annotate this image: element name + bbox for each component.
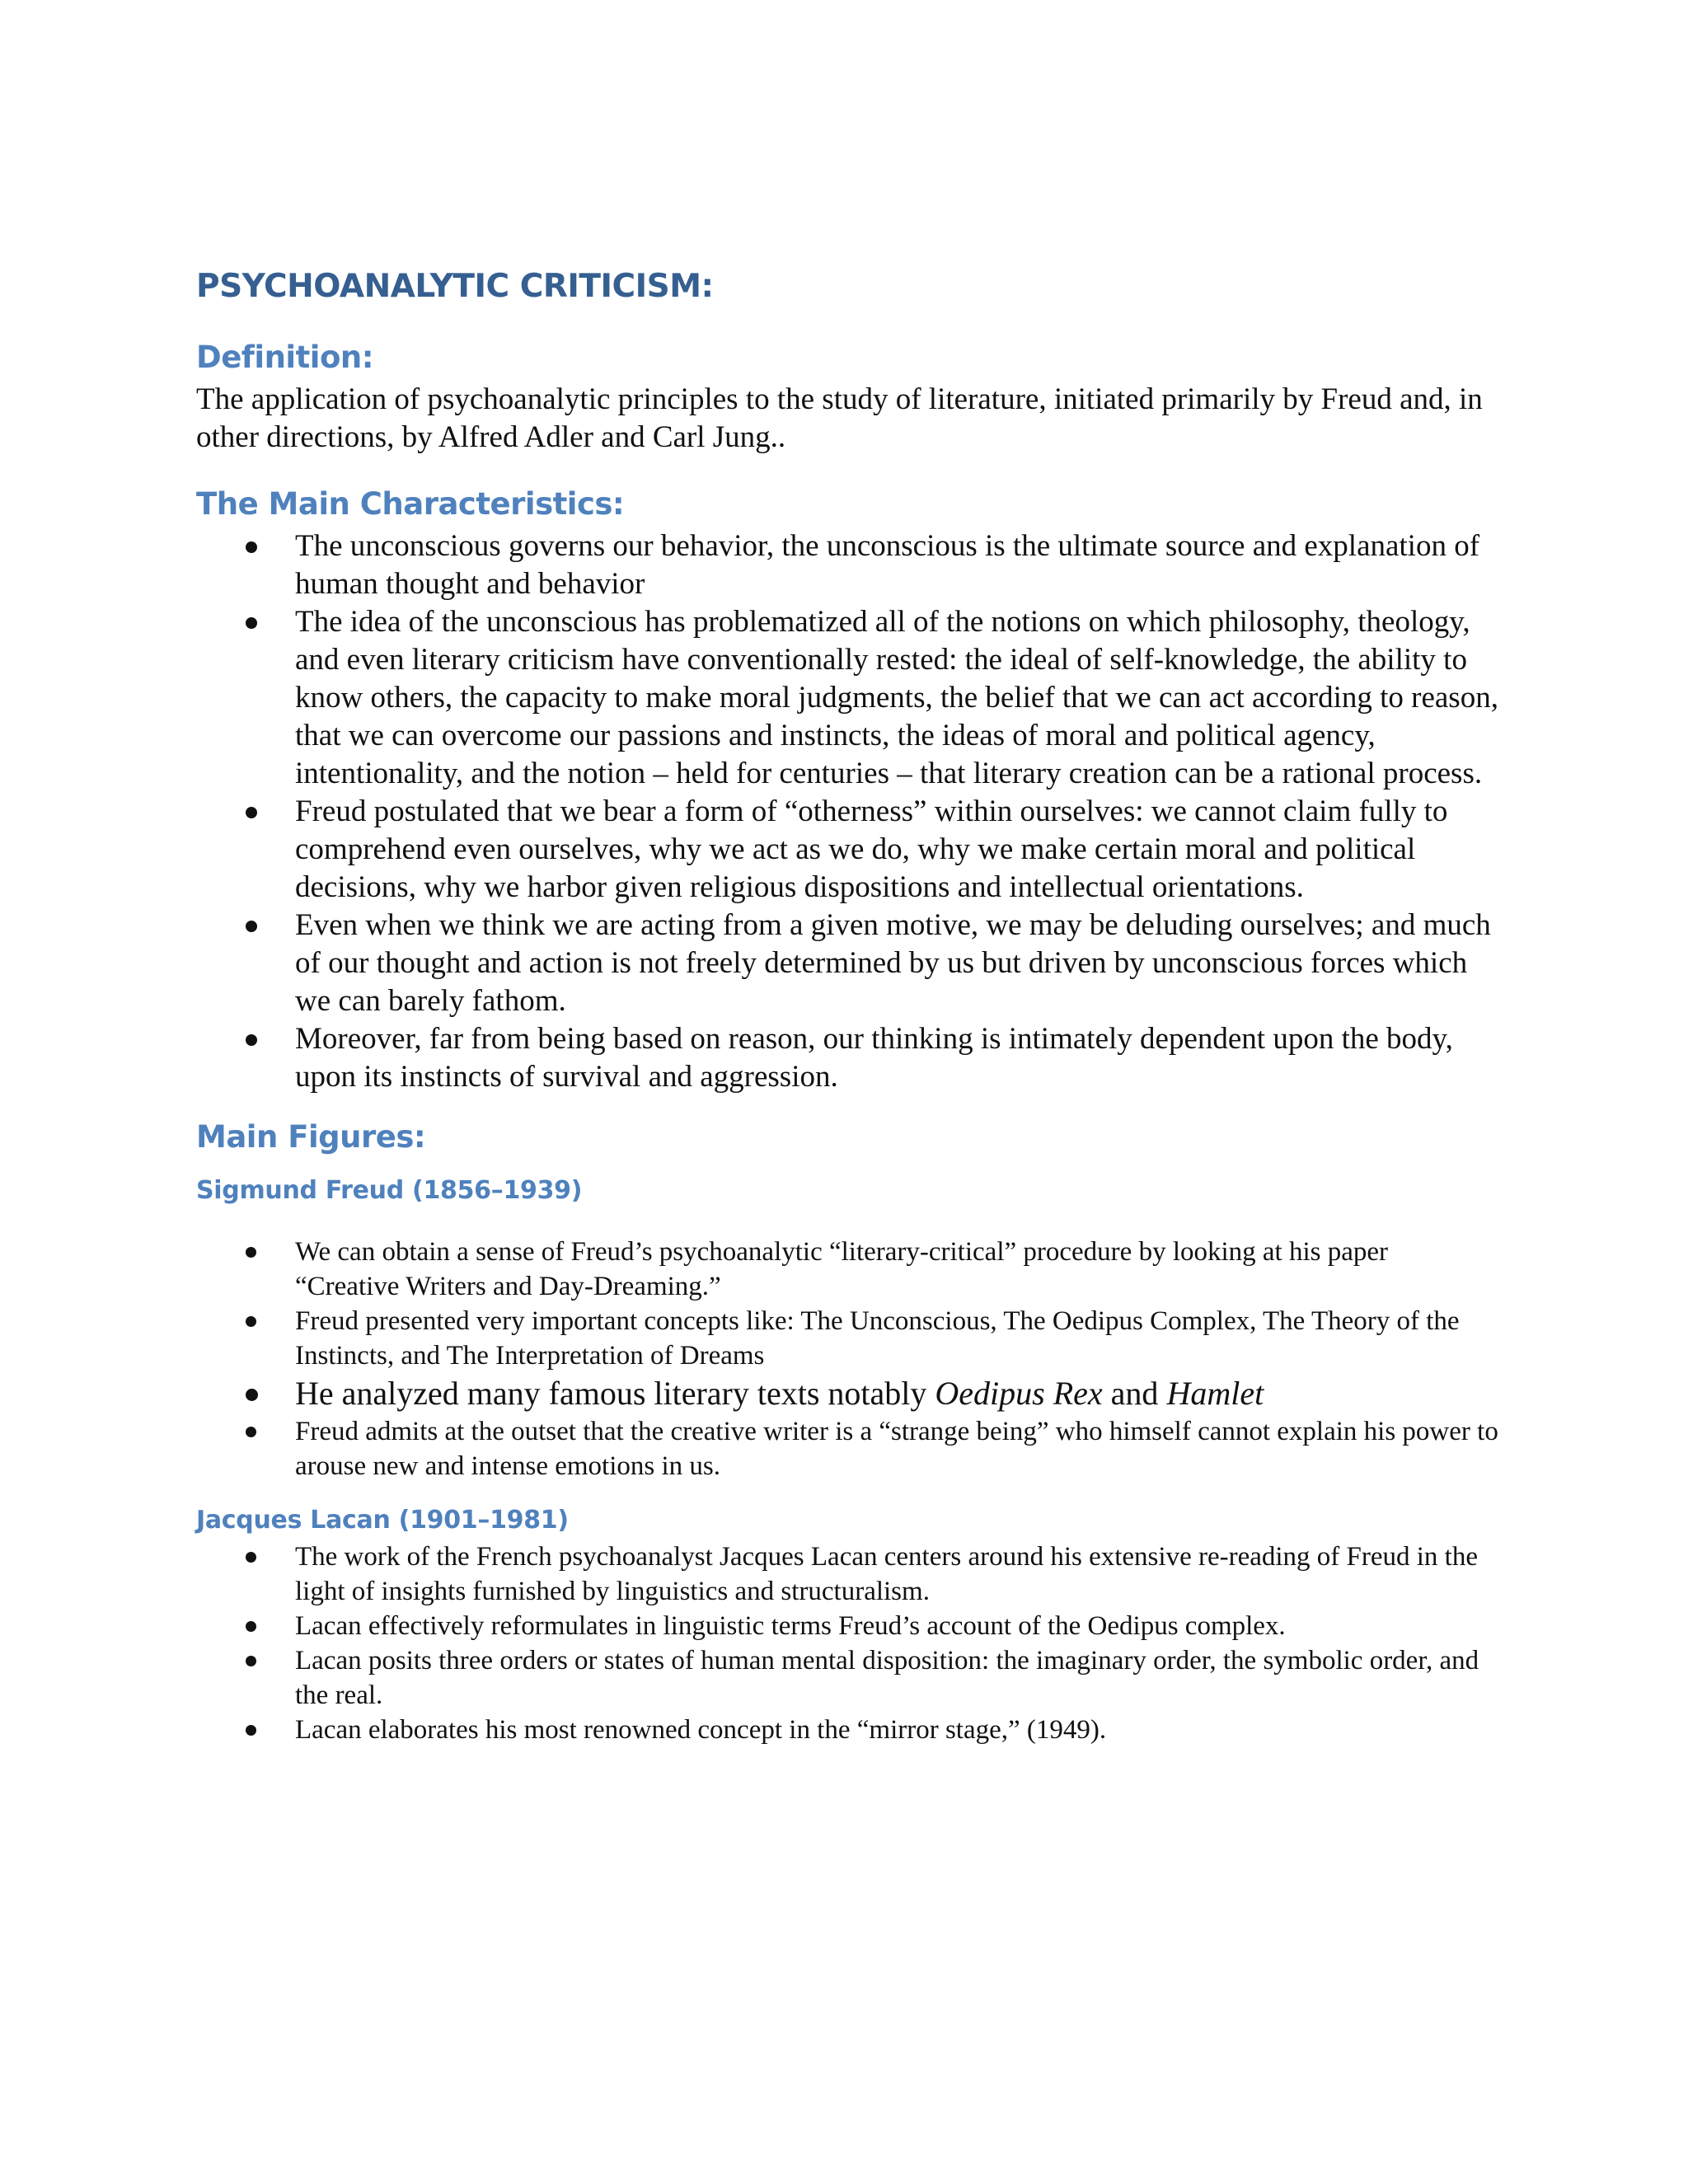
bullet-icon (246, 921, 257, 932)
list-item-text: Lacan effectively reformulates in linguistic terms Freud’s account of the Oedipus complex. (295, 1611, 1286, 1641)
bullet-icon (246, 617, 257, 629)
list-item (196, 1609, 1498, 1643)
list-item (196, 527, 1498, 603)
document-title: PSYCHOANALYTIC CRITICISM: (196, 268, 714, 305)
list-item (196, 1643, 1498, 1713)
list-item-text-prefix: He analyzed many famous literary texts notably (295, 1375, 935, 1412)
list-item-text: Freud presented very important concepts like: The Unconscious, The Oedipus Complex, The Theory of the Instincts, and The Interpretation of Dreams (295, 1306, 1460, 1371)
bullet-icon (246, 1725, 256, 1736)
bullet-icon (246, 541, 257, 553)
list-item (196, 1540, 1498, 1609)
list-item-text: Lacan elaborates his most renowned concept in the “mirror stage,” (1949). (295, 1715, 1107, 1745)
list-item-text: Freud admits at the outset that the creative writer is a “strange being” who himself cannot explain his power to arouse new and intense emotions in us. (295, 1417, 1498, 1481)
list-item-text: The work of the French psychoanalyst Jacques Lacan centers around his extensive re-reading of Freud in the light of insights furnished by linguistics and structuralism. (295, 1542, 1479, 1606)
bullet-icon (246, 1247, 256, 1258)
characteristics-heading: The Main Characteristics: (196, 486, 625, 522)
bullet-icon (246, 1656, 256, 1666)
bullet-icon (246, 1427, 256, 1437)
list-item (196, 1713, 1498, 1747)
definition-text: The application of psychoanalytic principles to the study of literature, initiated primarily by Freud and, in other directions, by Alfred Adler and Carl Jung.. (196, 382, 1483, 454)
list-item-text: The unconscious governs our behavior, the unconscious is the ultimate source and explanation of human thought and behavior (295, 529, 1480, 601)
bullet-icon (246, 1316, 256, 1327)
list-item-text: We can obtain a sense of Freud’s psychoanalytic “literary-critical” procedure by looking at his paper “Creative Writers and Day-Dreaming.” (295, 1237, 1389, 1301)
definition-heading: Definition: (196, 340, 374, 375)
list-item (196, 793, 1498, 907)
list-item-text: Freud postulated that we bear a form of “otherness” within ourselves: we cannot claim fully to comprehend even ourselves, why we act as we do, why we make certain moral and political decisions, why we harbor given religious dispositions and intellectual orientations. (295, 794, 1448, 904)
lacan-list (196, 1540, 1498, 1747)
list-item (196, 1235, 1498, 1304)
bullet-icon (246, 1552, 256, 1563)
list-item (196, 907, 1498, 1020)
list-item (196, 603, 1498, 793)
list-item (196, 1414, 1498, 1483)
characteristics-list (196, 527, 1498, 1096)
list-item (196, 1373, 1498, 1414)
list-item (196, 1304, 1498, 1373)
list-item-text: Moreover, far from being based on reason, our thinking is intimately dependent upon the body, upon its instincts of survival and aggression. (295, 1022, 1453, 1094)
list-item-text-joiner: and (1102, 1375, 1167, 1412)
freud-list (196, 1235, 1498, 1483)
work-title-hamlet: Hamlet (1166, 1375, 1264, 1412)
main-figures-heading: Main Figures: (196, 1119, 426, 1155)
lacan-heading: Jacques Lacan (1901–1981) (196, 1506, 569, 1535)
list-item-text: Even when we think we are acting from a given motive, we may be deluding ourselves; and much of our thought and action is not freely determined by us but driven by unconscious forces which we can barely fathom. (295, 908, 1491, 1018)
list-item-text: Lacan posits three orders or states of human mental disposition: the imaginary order, the symbolic order, and the real. (295, 1646, 1479, 1710)
bullet-icon (246, 1034, 257, 1046)
bullet-icon (246, 1389, 258, 1401)
document-page (196, 262, 1498, 1747)
bullet-icon (246, 1621, 256, 1632)
list-item (196, 1020, 1498, 1096)
bullet-icon (246, 807, 257, 818)
freud-heading: Sigmund Freud (1856–1939) (196, 1176, 583, 1205)
work-title-oedipus-rex: Oedipus Rex (935, 1375, 1103, 1412)
list-item-text: The idea of the unconscious has problematized all of the notions on which philosophy, theology, and even literary criticism have conventionally rested: the ideal of self-knowledge, the ability to know others, the capacity to make moral judgments, the belief that we can act according to reason, that we can overcome our passions and instincts, the ideas of moral and political agency, intentionality, and the notion – held for centuries – that literary creation can be a rational process. (295, 605, 1498, 790)
